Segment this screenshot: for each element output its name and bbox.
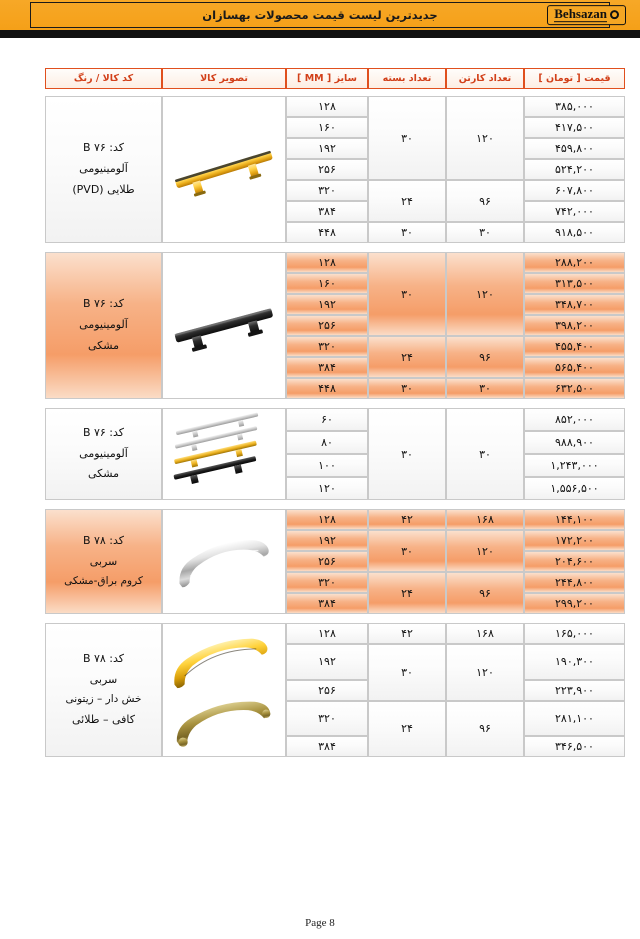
cell-pack-count: ۳۰: [368, 222, 446, 243]
cell-price: ۳۴۶,۵۰۰: [524, 736, 625, 757]
cell-price: ۹۱۸,۵۰۰: [524, 222, 625, 243]
column-header-carton-count: تعداد کارتن: [446, 68, 524, 89]
product-illustration: [165, 411, 283, 497]
block-separator: [45, 614, 625, 623]
code-color-line: طلایی (PVD): [72, 182, 135, 196]
cell-price: ۱۶۵,۰۰۰: [524, 623, 625, 644]
cell-pack-count: ۴۲: [368, 623, 446, 644]
code-color-line: آلومینیومی: [79, 446, 128, 460]
cell-price: ۸۵۲,۰۰۰: [524, 408, 625, 431]
header-spacer: [45, 89, 625, 96]
cell-size: ۶۰: [286, 408, 368, 431]
price-table: [45, 68, 625, 757]
cell-size: ۳۸۴: [286, 593, 368, 614]
header-spacer-cell: [45, 89, 625, 96]
cell-carton-count: ۹۶: [446, 180, 524, 222]
cell-carton-count: ۹۶: [446, 572, 524, 614]
logo-wordmark: Behsazan: [554, 6, 607, 22]
column-header-code-color: کد کالا / رنگ: [45, 68, 162, 89]
cell-price: ۱۴۴,۱۰۰: [524, 509, 625, 530]
cell-code-color: [45, 408, 162, 500]
product-illustration: [165, 626, 283, 754]
column-header-pack-count: تعداد بسته: [368, 68, 446, 89]
banner-underline: [0, 30, 640, 38]
cell-pack-count: ۲۴: [368, 336, 446, 378]
cell-size: ۱۲۸: [286, 252, 368, 273]
block-separator: [45, 243, 625, 252]
cell-carton-count: ۱۲۰: [446, 530, 524, 572]
cell-price: ۶۳۲,۵۰۰: [524, 378, 625, 399]
cell-price: ۱,۲۴۳,۰۰۰: [524, 454, 625, 477]
code-color-line: خش دار – زیتونی: [65, 693, 142, 706]
cell-code-color: [45, 96, 162, 243]
cell-price: ۲۹۹,۲۰۰: [524, 593, 625, 614]
cell-carton-count: ۳۰: [446, 408, 524, 500]
code-color-line: کد: B ۷۶: [82, 425, 125, 439]
cell-price: ۵۶۵,۴۰۰: [524, 357, 625, 378]
cell-pack-count: ۲۴: [368, 701, 446, 758]
cell-carton-count: ۱۲۰: [446, 252, 524, 336]
column-header-price: قیمت [ تومان ]: [524, 68, 625, 89]
code-color-line: کافی – طلائی: [71, 713, 136, 727]
table-header-row: [45, 68, 625, 89]
cell-code-color: [45, 509, 162, 614]
cell-product-image: [162, 623, 286, 757]
cell-size: ۱۹۲: [286, 294, 368, 315]
cell-pack-count: ۳۰: [368, 530, 446, 572]
code-color-line: کد: B ۷۸: [82, 651, 125, 665]
banner-title: جدیدترین لیست قیمت محصولات بهسازان: [202, 8, 438, 22]
cell-price: ۲۲۳,۹۰۰: [524, 680, 625, 701]
cell-pack-count: ۲۴: [368, 180, 446, 222]
cell-size: ۱۹۲: [286, 530, 368, 551]
code-color-line: کد: B ۷۶: [82, 141, 125, 155]
cell-size: ۱۰۰: [286, 454, 368, 477]
code-color-line: سربی: [89, 672, 118, 686]
column-header-size: سایز [ MM ]: [286, 68, 368, 89]
code-color-line: کد: B ۷۶: [82, 297, 125, 311]
cell-price: ۲۸۱,۱۰۰: [524, 701, 625, 737]
cell-price: ۳۱۳,۵۰۰: [524, 273, 625, 294]
cell-pack-count: ۳۰: [368, 378, 446, 399]
cell-carton-count: ۱۶۸: [446, 623, 524, 644]
cell-size: ۳۲۰: [286, 180, 368, 201]
cell-size: ۱۹۲: [286, 644, 368, 680]
block-separator-cell: [45, 243, 625, 252]
code-color-line: کروم براق-مشکی: [64, 575, 143, 588]
cell-size: ۱۲۸: [286, 509, 368, 530]
cell-size: ۳۸۴: [286, 357, 368, 378]
cell-size: ۱۲۰: [286, 477, 368, 500]
cell-carton-count: ۱۲۰: [446, 96, 524, 180]
cell-pack-count: ۳۰: [368, 644, 446, 701]
table-row: [45, 96, 625, 117]
cell-size: ۳۸۴: [286, 736, 368, 757]
cell-size: ۳۲۰: [286, 336, 368, 357]
code-color-line: مشکی: [88, 338, 119, 352]
cell-size: ۲۵۶: [286, 680, 368, 701]
cell-product-image: [162, 408, 286, 500]
cell-price: ۳۸۵,۰۰۰: [524, 96, 625, 117]
code-color-line: کد: B ۷۸: [82, 533, 125, 547]
column-header-image: تصویر کالا: [162, 68, 286, 89]
cell-size: ۲۵۶: [286, 315, 368, 336]
cell-size: ۲۵۶: [286, 159, 368, 180]
block-separator-cell: [45, 399, 625, 408]
block-separator-cell: [45, 500, 625, 509]
cell-carton-count: ۳۰: [446, 378, 524, 399]
cell-size: ۳۲۰: [286, 701, 368, 737]
cell-price: ۵۲۴,۲۰۰: [524, 159, 625, 180]
cell-price: ۶۰۷,۸۰۰: [524, 180, 625, 201]
cell-carton-count: ۱۶۸: [446, 509, 524, 530]
cell-product-image: [162, 96, 286, 243]
cell-carton-count: ۳۰: [446, 222, 524, 243]
cell-size: ۲۵۶: [286, 551, 368, 572]
code-color-line: آلومینیومی: [79, 162, 128, 176]
product-image-gold-bar-handle: [168, 110, 280, 230]
cell-price: ۷۴۲,۰۰۰: [524, 201, 625, 222]
product-illustration: [165, 255, 283, 396]
cell-price: ۴۱۷,۵۰۰: [524, 117, 625, 138]
cell-product-image: [162, 252, 286, 399]
product-illustration: [165, 512, 283, 611]
cell-product-image: [162, 509, 286, 614]
cell-price: ۳۴۸,۷۰۰: [524, 294, 625, 315]
table-row: [45, 252, 625, 273]
product-illustration: [165, 99, 283, 240]
cell-price: ۲۰۴,۶۰۰: [524, 551, 625, 572]
cell-size: ۳۲۰: [286, 572, 368, 593]
block-separator: [45, 399, 625, 408]
cell-price: ۴۵۹,۸۰۰: [524, 138, 625, 159]
cell-carton-count: ۹۶: [446, 701, 524, 758]
cell-size: ۴۴۸: [286, 222, 368, 243]
cell-size: ۱۲۸: [286, 623, 368, 644]
cell-pack-count: ۳۰: [368, 96, 446, 180]
cell-size: ۳۸۴: [286, 201, 368, 222]
behsazan-logo: [547, 5, 626, 25]
cell-size: ۱۲۸: [286, 96, 368, 117]
cell-size: ۸۰: [286, 431, 368, 454]
cell-price: ۲۴۴,۸۰۰: [524, 572, 625, 593]
cell-size: ۱۶۰: [286, 117, 368, 138]
table-row: [45, 509, 625, 530]
cell-pack-count: ۲۴: [368, 572, 446, 614]
code-color-line: سربی: [89, 554, 118, 568]
product-image-chrome-bow-handle: [168, 514, 280, 610]
code-color-line: مشکی: [88, 467, 119, 481]
product-image-gold-bow-handles: [168, 626, 280, 754]
circle-mark-icon: [610, 10, 619, 19]
price-sheet: [0, 38, 640, 757]
cell-price: ۴۵۵,۴۰۰: [524, 336, 625, 357]
page-header-banner: [0, 0, 640, 30]
cell-size: ۴۴۸: [286, 378, 368, 399]
cell-price: ۱۷۲,۲۰۰: [524, 530, 625, 551]
table-row: [45, 408, 625, 431]
cell-price: ۹۸۸,۹۰۰: [524, 431, 625, 454]
product-image-black-bar-handle: [168, 266, 280, 386]
cell-size: ۱۹۲: [286, 138, 368, 159]
cell-price: ۱۹۰,۳۰۰: [524, 644, 625, 680]
cell-carton-count: ۱۲۰: [446, 644, 524, 701]
cell-pack-count: ۴۲: [368, 509, 446, 530]
cell-code-color: [45, 623, 162, 757]
cell-price: ۳۹۸,۲۰۰: [524, 315, 625, 336]
page-footer: Page 8: [305, 917, 335, 929]
cell-price: ۱,۵۵۶,۵۰۰: [524, 477, 625, 500]
cell-pack-count: ۳۰: [368, 252, 446, 336]
code-color-line: آلومینیومی: [79, 318, 128, 332]
cell-price: ۲۸۸,۲۰۰: [524, 252, 625, 273]
block-separator: [45, 500, 625, 509]
product-image-multi-bar-handles: [168, 411, 280, 497]
cell-carton-count: ۹۶: [446, 336, 524, 378]
cell-pack-count: ۳۰: [368, 408, 446, 500]
table-row: [45, 623, 625, 644]
block-separator-cell: [45, 614, 625, 623]
cell-size: ۱۶۰: [286, 273, 368, 294]
cell-code-color: [45, 252, 162, 399]
